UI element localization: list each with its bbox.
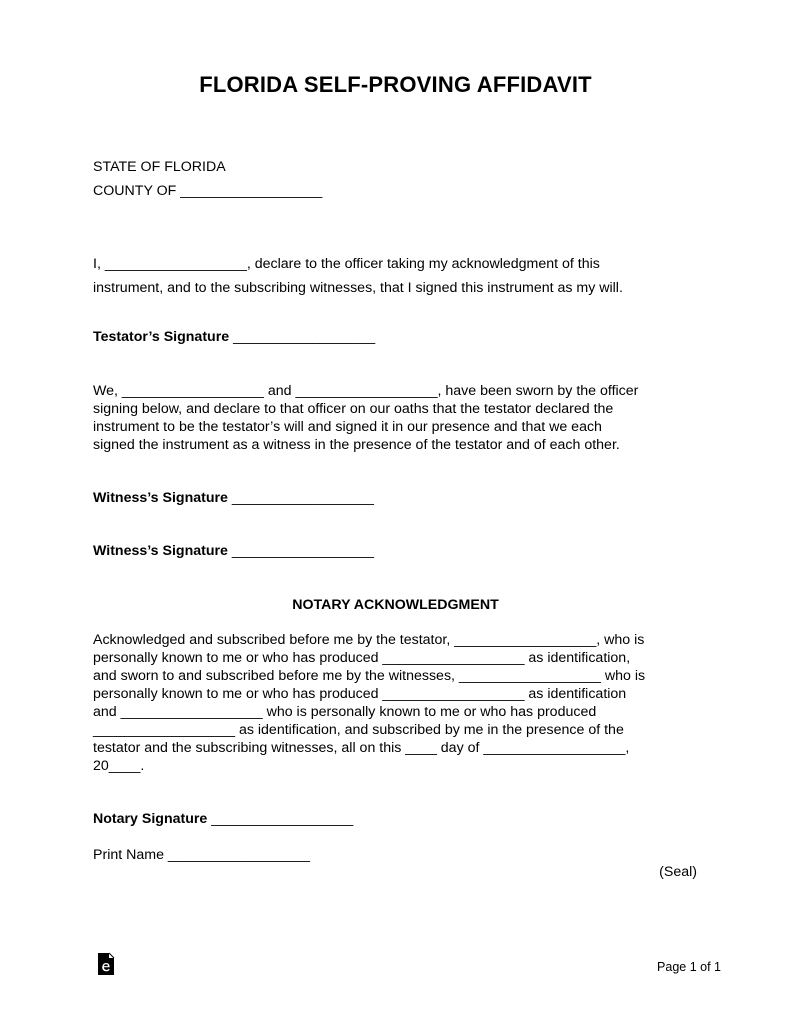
print-name-label: Print Name [93,847,164,863]
witness-declaration-line: instrument to be the testator’s will and signed it in our presence and that we each [93,419,602,435]
witness-declaration-line: signing below, and declare to that officer on our oaths that the testator declared the [93,401,614,417]
notary-line: personally known to me or who has produced __________________ as identification [93,686,627,702]
witness-declaration-line: signed the instrument as a witness in the presence of the testator and of each other. [93,437,620,453]
witness-signature-line-1 [93,490,374,506]
witness-signature-label: Witness’s Signature [93,490,228,506]
state-line: STATE OF FLORIDA [93,159,226,175]
notary-signature-label: Notary Signature [93,811,208,827]
notary-signature-blank: __________________ [211,811,354,827]
notary-signature-line [93,811,353,827]
notary-heading: NOTARY ACKNOWLEDGMENT [292,597,499,613]
witness-declaration-paragraph [93,382,713,454]
declaration-paragraph [93,252,713,300]
notary-line: personally known to me or who has produced __________________ as identification, [93,650,631,666]
notary-line: testator and the subscribing witnesses, all on this ____ day of __________________, [93,740,630,756]
seal-label: (Seal) [659,864,697,880]
print-name-blank: __________________ [167,847,310,863]
document-title: FLORIDA SELF-PROVING AFFIDAVIT [199,72,592,97]
witness-declaration-line: We, __________________ and __________________, have been sworn by the officer [93,383,639,399]
witness-signature-label: Witness’s Signature [93,543,228,559]
declaration-line: instrument, and to the subscribing witnesses, that I signed this instrument as my will. [93,280,623,296]
notary-line: __________________ as identification, and subscribed by me in the presence of the [93,722,624,738]
testator-signature-blank: __________________ [233,329,376,345]
declaration-line: I, __________________, declare to the officer taking my acknowledgment of this [93,256,600,272]
notary-paragraph [93,631,713,775]
notary-line: Acknowledged and subscribed before me by the testator, __________________, who is [93,632,645,648]
county-line: COUNTY OF __________________ [93,183,323,199]
notary-line: and sworn to and subscribed before me by the witnesses, __________________ who is [93,668,646,684]
page-number: Page 1 of 1 [657,960,721,974]
notary-line: and __________________ who is personally known to me or who has produced [93,704,597,720]
witness-signature-blank: __________________ [231,543,374,559]
witness-signature-blank: __________________ [231,490,374,506]
testator-signature-label: Testator’s Signature [93,329,230,345]
eforms-logo-icon [97,952,115,976]
print-name-line [93,847,310,863]
witness-signature-line-2 [93,543,374,559]
testator-signature-line [93,329,375,345]
notary-line: 20____. [93,758,145,774]
